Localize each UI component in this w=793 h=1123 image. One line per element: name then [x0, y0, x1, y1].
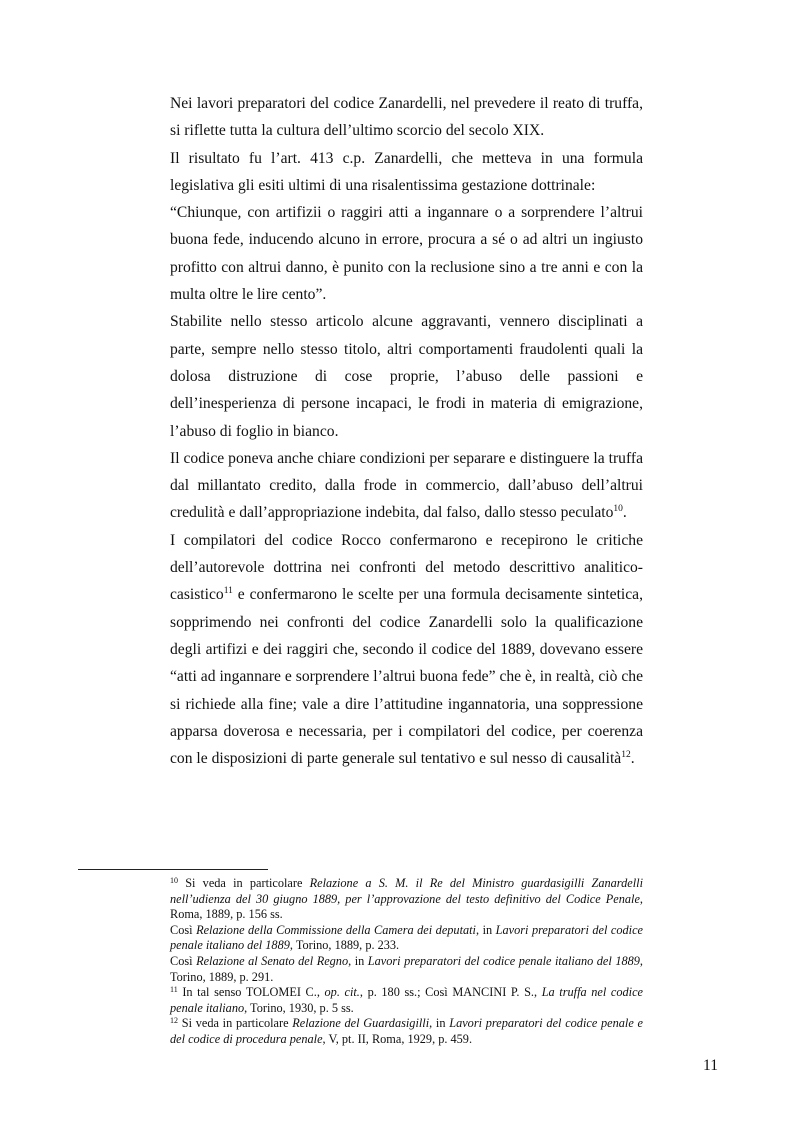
footnote-title: op. cit. [324, 985, 360, 1000]
paragraph-5-end: . [622, 504, 627, 522]
paragraph-6 [170, 527, 643, 773]
footnote-10-line-3 [170, 954, 643, 985]
paragraph-5-text: Il codice poneva anche chiare condizioni per separare e distinguere la truffa dal millantato credito, dalla frode in commercio, dall’abuso dell’altrui credulità e dall’appropriazione indebita, dal falso, dallo stesso peculato [170, 449, 643, 522]
paragraph-6-text-a: I compilatori del codice Rocco confermarono e recepirono le critiche dell’autorevole dottrina nei confronti del metodo descrittivo analitico-casistico [170, 531, 643, 604]
footnote-ref-11[interactable]: 11 [223, 586, 233, 597]
footnote-text: , p. 180 ss.; Così MANCINI P. S., [359, 985, 542, 1000]
footnote-text: Così [170, 922, 197, 937]
paragraph-1: Nei lavori preparatori del codice Zanardelli, nel prevedere il reato di truffa, si riflette tutta la cultura dell’ultimo scorcio del secolo XIX. [170, 95, 643, 140]
footnote-separator [78, 869, 268, 870]
footnote-title: Lavori preparatori del codice penale e del codice di procedura penale [170, 1016, 643, 1046]
footnote-ref-12[interactable]: 12 [621, 750, 631, 761]
footnote-10-line-2 [170, 923, 643, 954]
footnote-text: Così [170, 953, 197, 968]
paragraph-6-end: . [630, 750, 635, 768]
paragraph-3-quote: “Chiunque, con artifizii o raggiri atti a ingannare o a sorprendere l’altrui buona fede, inducendo alcuno in errore, procura a sé o ad altri un ingiusto profitto con altrui danno, è punito con la reclusione sino a tre anni e con la multa oltre le lire cento”. [170, 204, 643, 304]
footnote-number-12: 12 [170, 1016, 178, 1026]
footnote-title: Relazione a S. M. il Re del Ministro guardasigilli Zanardelli nell’udienza del 30 giugno 1889, per l’approvazione del testo definitivo del Codice Penale [170, 876, 643, 906]
footnote-text: , Torino, 1889, p. 291. [170, 953, 643, 984]
footnote-title: Relazione della Commissione della Camera dei deputati [196, 922, 476, 937]
paragraph-5 [170, 445, 643, 527]
paragraph-2: Il risultato fu l’art. 413 c.p. Zanardelli, che metteva in una formula legislativa gli esiti ultimi di una risalentissima gestazione dottrinale: [170, 149, 643, 194]
footnote-title: Lavori preparatori del codice penale italiano del 1889 [170, 922, 643, 953]
footnote-number-10: 10 [170, 876, 178, 885]
footnote-text: , in [429, 1016, 450, 1031]
footnote-title: Relazione del Guardasigilli [292, 1016, 430, 1031]
main-text [170, 90, 643, 772]
footnote-number-11: 11 [170, 985, 178, 995]
paragraph-4: Stabilite nello stesso articolo alcune aggravanti, vennero disciplinati a parte, sempre nello stesso titolo, altri comportamenti fraudolenti quali la dolosa distruzione di cose proprie, l’abuso delle passioni e dell’inesperienza di persone incapaci, le frodi in materia di emigrazione, l’abuso di foglio in bianco. [170, 313, 643, 440]
footnote-10-line-1 [170, 876, 643, 923]
footnote-title: Relazione al Senato del Regno [196, 953, 349, 968]
footnote-12 [170, 1016, 643, 1047]
page-number: 11 [702, 1057, 718, 1074]
footnote-ref-10[interactable]: 10 [613, 504, 623, 515]
footnote-text: , V, pt. II, Roma, 1929, p. 459. [322, 1031, 473, 1046]
footnote-title: La truffa nel codice penale italiano [170, 985, 643, 1015]
footnote-text: , Roma, 1889, p. 156 ss. [170, 891, 643, 922]
footnote-text: , Torino, 1930, p. 5 ss. [244, 1000, 354, 1015]
footnote-text: , in [348, 953, 368, 968]
footnote-text: Si veda in particolare [178, 876, 310, 890]
footnote-text: , in [475, 922, 496, 937]
footnote-11 [170, 985, 643, 1016]
footnote-text: , Torino, 1889, p. 233. [289, 938, 400, 953]
paragraph-6-text-b: e confermarono le scelte per una formula decisamente sintetica, sopprimendo nei confronti del codice Zanardelli solo la qualificazione degli artifizi e dei raggiri che, secondo il codice del 1889, dovevano essere “atti ad ingannare e sorprendere l’altrui buona fede” che è, in realtà, ciò che si richiede alla fine; vale a dire l’attitudine ingannatoria, una soppressione apparsa doverosa e necessaria, per i compilatori del codice, per coerenza con le disposizioni di parte generale sul tentativo e sul nesso di causalità [170, 586, 643, 768]
footnotes [170, 876, 643, 1048]
footnote-text: Si veda in particolare [178, 1016, 293, 1031]
footnote-title: Lavori preparatori del codice penale italiano del 1889 [367, 953, 640, 968]
footnote-text: In tal senso TOLOMEI C., [177, 985, 325, 1000]
